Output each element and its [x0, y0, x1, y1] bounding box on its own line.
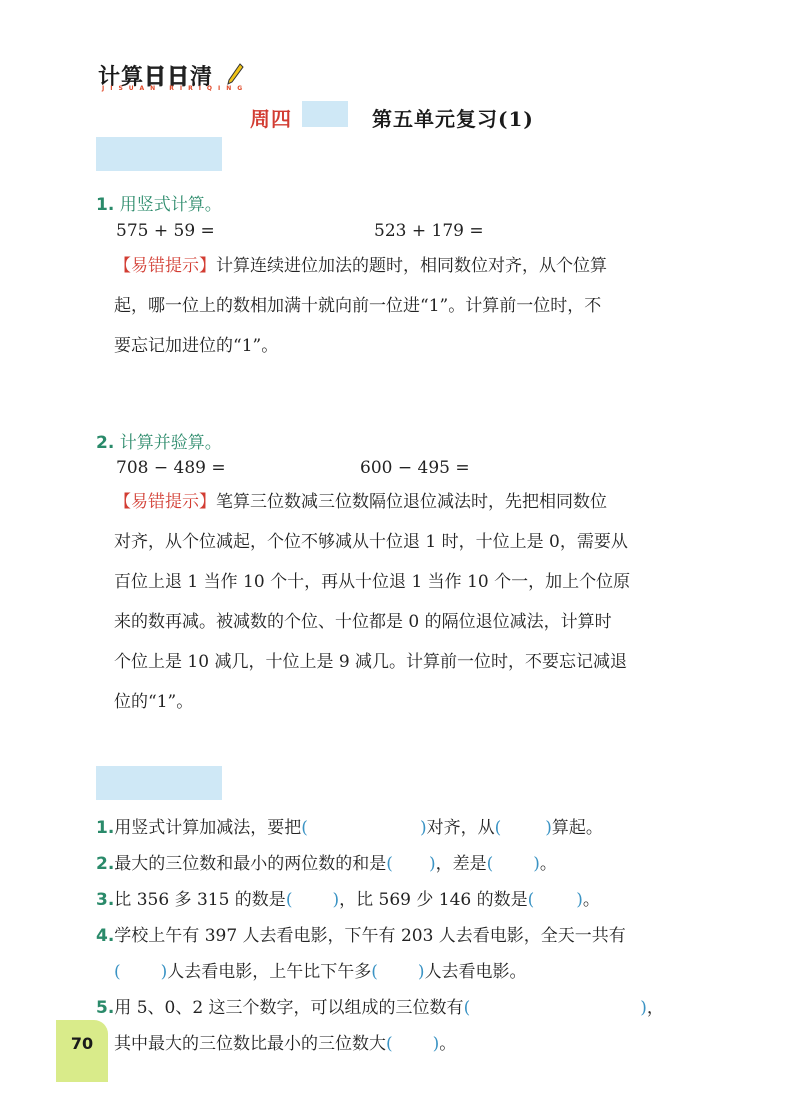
day-label: 周四 [250, 107, 292, 131]
section-header-box-1 [96, 137, 222, 171]
fill-question-2: 2.最大的三位数和最小的两位数的和是( )，差是( )。 [96, 854, 557, 874]
tip-paragraph-2: 【易错提示】笔算三位数减三位数隔位退位减法时，先把相同数位 对齐，从个位减起，个位不够减从十位退 1 时，十位上是 0，需要从 百位上退 1 当作 10 个十，再从十位退 1 当作 10 个一，加上个位原 来的数再减。被减数的个位、十位都是 0 的隔位退位减法，计算时 个位上是 10 减几，十位上是 9 减几。计算前一位时，不要忘记减退 位的“1”。 [114, 492, 631, 712]
logo [98, 60, 258, 94]
tip-label: 【易错提示】 [114, 492, 216, 512]
fill-question-4: 4.学校上午有 397 人去看电影，下午有 203 人去看电影，全天一共有 ( )人去看电影，上午比下午多( )人去看电影。 [96, 926, 626, 982]
equation-523-179: 523 + 179 = [374, 221, 484, 241]
section-header-box-2 [96, 766, 222, 800]
equation-600-495: 600 − 495 = [360, 458, 470, 478]
logo-end: 清 [190, 65, 214, 90]
fill-question-5: 5.用 5、0、2 这三个数字，可以组成的三位数有( )， 其中最大的三位数比最小的三位数大( )。 [96, 998, 664, 1054]
logo-accent: 日日 [144, 65, 191, 90]
page-number: 70 [70, 1034, 94, 1053]
equation-708-489: 708 − 489 = [116, 458, 226, 478]
fill-blank-questions [96, 810, 716, 1062]
logo-subtitle: JISUAN RIRIQING [102, 85, 249, 92]
question-2-title: 2. 计算并验算。 [96, 433, 222, 453]
logo-main: 计算 [98, 65, 145, 90]
tip-label: 【易错提示】 [114, 256, 216, 276]
unit-title: 第五单元复习(1) [372, 107, 534, 131]
equation-575-59: 575 + 59 = [116, 221, 215, 241]
fill-question-1: 1.用竖式计算加减法，要把( )对齐，从( )算起。 [96, 818, 603, 838]
pencil-icon [226, 62, 244, 86]
day-score-box [302, 101, 348, 127]
tip-paragraph-1: 【易错提示】计算连续进位加法的题时，相同数位对齐，从个位算 起，哪一位上的数相加满十就向前一位进“1”。计算前一位时，不 要忘记加进位的“1”。 [114, 256, 607, 356]
question-1-title: 1. 用竖式计算。 [96, 195, 222, 215]
fill-question-3: 3.比 356 多 315 的数是( )，比 569 少 146 的数是( )。 [96, 890, 600, 910]
